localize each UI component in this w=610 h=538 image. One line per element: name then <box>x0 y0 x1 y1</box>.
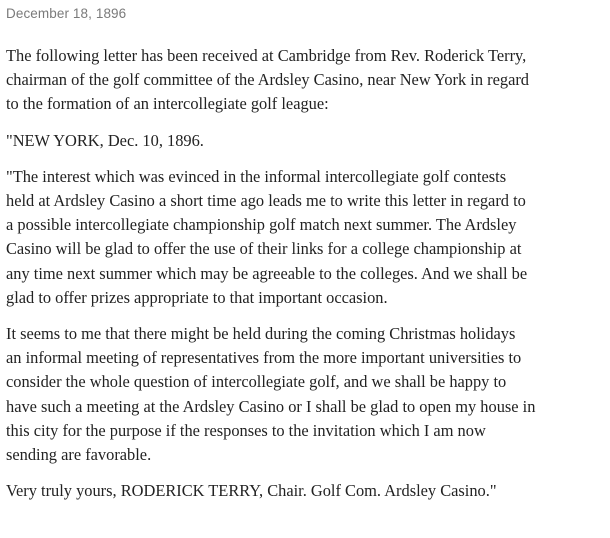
letter-dateline: "NEW YORK, Dec. 10, 1896. <box>6 130 204 150</box>
letter-signature: Very truly yours, RODERICK TERRY, Chair. Golf Com. Ardsley Casino." <box>6 481 497 501</box>
letter-body-paragraph: It seems to me that there might be held during the coming Christmas holidays an informal meeting of representatives from the more important universities to consider the whole question of intercollegiate golf, and we shall be happy to have such a meeting at the Ardsley Casino or I shall be glad to open my house in this city for the purpose if the responses to the invitation which I am now sending are favorable. <box>6 324 536 465</box>
article <box>6 0 606 503</box>
article-date: December 18, 1896 <box>6 6 127 21</box>
intro-paragraph: The following letter has been received at Cambridge from Rev. Roderick Terry, chairman of the golf committee of the Ardsley Casino, near New York in regard to the formation of an intercollegiate golf league: <box>6 46 529 114</box>
letter-body-paragraph: "The interest which was evinced in the informal intercollegiate golf contests held at Ardsley Casino a short time ago leads me to write this letter in regard to a possible intercollegiate championship golf match next summer. The Ardsley Casino will be glad to offer the use of their links for a college championship at any time next summer which may be agreeable to the colleges. And we shall be glad to offer prizes appropriate to that important occasion. <box>6 166 528 307</box>
